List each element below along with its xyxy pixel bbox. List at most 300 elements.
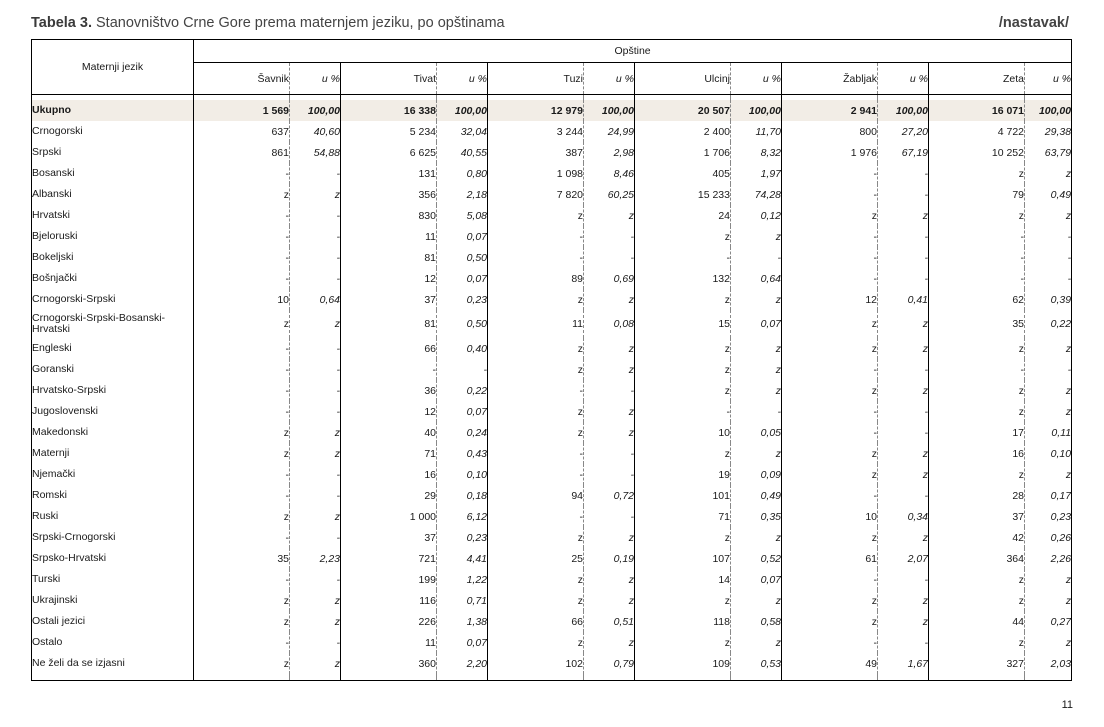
percent-header: u % [1025, 63, 1072, 95]
percent-cell: - [1067, 363, 1072, 376]
percent-cell: - [336, 384, 340, 397]
table-row [32, 464, 1072, 485]
percent-cell: z [1065, 405, 1072, 418]
table-row [32, 527, 1072, 548]
percent-cell: - [336, 272, 340, 285]
count-cell: 81 [341, 310, 437, 338]
count-cell: 2 400 [635, 121, 731, 142]
table-row [32, 401, 1072, 422]
count-cell: 3 244 [488, 121, 584, 142]
count-cell: 116 [341, 590, 437, 611]
percent-cell: z [922, 318, 928, 330]
count-cell: 81 [341, 247, 437, 268]
percent-cell: z [922, 384, 928, 397]
count-cell: 79 [929, 184, 1025, 205]
language-name: Bošnjački [32, 268, 194, 289]
percent-cell: 40,60 [313, 125, 340, 138]
count-cell: z [488, 569, 584, 590]
count-cell: - [488, 247, 584, 268]
language-name: Goranski [32, 359, 194, 380]
percent-cell: 29,38 [1044, 125, 1072, 138]
count-cell: - [194, 464, 290, 485]
count-cell: 36 [341, 380, 437, 401]
percent-cell: 0,17 [1050, 489, 1072, 502]
percent-cell: 0,19 [613, 552, 634, 565]
count-cell: 10 [635, 422, 731, 443]
percent-cell: 8,32 [760, 146, 781, 159]
count-cell: z [635, 590, 731, 611]
language-name: Ukupno [32, 100, 194, 121]
percent-header: u % [290, 63, 341, 95]
language-name: Srpski [32, 142, 194, 163]
count-cell: - [929, 359, 1025, 380]
count-cell: - [194, 569, 290, 590]
percent-header: u % [437, 63, 488, 95]
count-cell: 226 [341, 611, 437, 632]
percent-cell: 0,53 [760, 657, 781, 670]
count-cell: 35 [929, 310, 1025, 338]
language-name: Crnogorski-Srpski-Bosanski-Hrvatski [32, 310, 194, 338]
percent-cell: z [922, 342, 928, 355]
percent-cell: 2,07 [907, 552, 928, 565]
count-cell: 25 [488, 548, 584, 569]
percent-cell: 0,51 [613, 615, 634, 628]
continued-label: /nastavak/ [998, 15, 1069, 31]
count-cell: 132 [635, 268, 731, 289]
count-cell: 5 234 [341, 121, 437, 142]
table-row [32, 485, 1072, 506]
percent-cell: 6,12 [466, 510, 487, 523]
percent-cell: z [1065, 342, 1072, 355]
count-cell: - [488, 506, 584, 527]
language-name: Srpski-Crnogorski [32, 527, 194, 548]
percent-cell: z [922, 594, 928, 607]
count-cell: z [488, 401, 584, 422]
percent-cell: - [630, 251, 634, 264]
percent-cell: - [924, 251, 928, 264]
percent-cell: 0,50 [466, 251, 487, 264]
count-cell: z [635, 443, 731, 464]
percent-cell: 0,41 [907, 293, 928, 306]
language-name: Njemački [32, 464, 194, 485]
count-cell: z [194, 422, 290, 443]
percent-cell: z [922, 447, 928, 460]
count-cell: z [635, 338, 731, 359]
count-cell: 61 [782, 548, 878, 569]
count-cell: 37 [929, 506, 1025, 527]
count-cell: 387 [488, 142, 584, 163]
percent-cell: 0,18 [466, 489, 487, 502]
table-row [32, 422, 1072, 443]
language-table [31, 39, 1072, 681]
percent-cell: - [924, 573, 928, 586]
count-cell: 109 [635, 653, 731, 674]
percent-cell: 0,07 [466, 636, 487, 649]
percent-cell: z [775, 447, 781, 460]
language-name: Bosanski [32, 163, 194, 184]
count-cell: 14 [635, 569, 731, 590]
count-cell: z [929, 464, 1025, 485]
count-cell: z [929, 569, 1025, 590]
percent-cell: - [924, 636, 928, 649]
percent-cell: 32,04 [460, 125, 487, 138]
percent-cell: 100,00 [290, 100, 341, 121]
percent-cell: z [628, 636, 634, 649]
percent-cell: z [334, 318, 340, 330]
count-cell: z [488, 289, 584, 310]
percent-cell: z [334, 510, 340, 523]
percent-cell: 0,22 [466, 384, 487, 397]
percent-cell: - [924, 188, 928, 201]
table-title [31, 15, 505, 31]
count-cell: - [194, 359, 290, 380]
language-name: Crnogorski [32, 121, 194, 142]
municipality-header: Zeta [929, 63, 1025, 95]
percent-header: u % [731, 63, 782, 95]
table-row [32, 310, 1072, 338]
count-cell: - [194, 401, 290, 422]
count-cell: 40 [341, 422, 437, 443]
count-cell: z [194, 611, 290, 632]
percent-cell: - [336, 468, 340, 481]
percent-cell: z [1065, 573, 1072, 586]
count-cell: 356 [341, 184, 437, 205]
count-cell: - [194, 247, 290, 268]
count-cell: 12 [341, 401, 437, 422]
count-cell: z [635, 632, 731, 653]
percent-cell: 0,24 [466, 426, 487, 439]
count-cell: 16 [341, 464, 437, 485]
percent-cell: - [336, 167, 340, 180]
percent-cell: - [924, 230, 928, 243]
count-cell: - [635, 247, 731, 268]
count-cell: 360 [341, 653, 437, 674]
count-cell: z [194, 590, 290, 611]
percent-cell: - [336, 489, 340, 502]
percent-cell: z [775, 531, 781, 544]
percent-cell: 100,00 [731, 100, 782, 121]
count-cell: z [929, 590, 1025, 611]
count-cell: - [194, 268, 290, 289]
percent-cell: z [922, 531, 928, 544]
count-cell: 28 [929, 485, 1025, 506]
count-cell: 10 [194, 289, 290, 310]
percent-cell: 4,41 [466, 552, 487, 565]
percent-cell: 0,10 [1050, 447, 1072, 460]
count-cell: 44 [929, 611, 1025, 632]
count-cell: 17 [929, 422, 1025, 443]
count-cell: 24 [635, 205, 731, 226]
percent-cell: 100,00 [1025, 100, 1072, 121]
percent-cell: 0,79 [613, 657, 634, 670]
count-cell: 7 820 [488, 184, 584, 205]
percent-cell: 1,67 [907, 657, 928, 670]
percent-cell: 2,98 [613, 146, 634, 159]
count-cell: 364 [929, 548, 1025, 569]
percent-cell: z [334, 188, 340, 201]
percent-cell: 0,07 [466, 230, 487, 243]
count-cell: z [635, 226, 731, 247]
count-cell: - [782, 184, 878, 205]
percent-cell: 5,08 [466, 209, 487, 222]
count-cell: 1 976 [782, 142, 878, 163]
count-cell: 2 941 [782, 100, 878, 121]
count-cell: 12 979 [488, 100, 584, 121]
percent-cell: z [775, 293, 781, 306]
count-cell: 1 098 [488, 163, 584, 184]
count-cell: - [929, 226, 1025, 247]
percent-cell: z [1065, 209, 1072, 222]
percent-cell: 0,72 [613, 489, 634, 502]
percent-cell: z [628, 342, 634, 355]
percent-cell: 100,00 [878, 100, 929, 121]
count-cell: 199 [341, 569, 437, 590]
count-cell: z [782, 338, 878, 359]
percent-cell: z [775, 363, 781, 376]
percent-cell: 0,35 [760, 510, 781, 523]
percent-cell: 0,39 [1050, 293, 1072, 306]
count-cell: z [929, 401, 1025, 422]
count-cell: z [782, 310, 878, 338]
percent-cell: 100,00 [584, 100, 635, 121]
percent-cell: 0,12 [760, 209, 781, 222]
table-row [32, 380, 1072, 401]
language-name: Turski [32, 569, 194, 590]
percent-cell: - [336, 405, 340, 418]
percent-cell: 8,46 [613, 167, 634, 180]
count-cell: 107 [635, 548, 731, 569]
percent-cell: z [775, 384, 781, 397]
percent-cell: 0,11 [1051, 426, 1072, 439]
count-cell: z [929, 163, 1025, 184]
table-row [32, 247, 1072, 268]
table-row [32, 226, 1072, 247]
count-cell: - [194, 632, 290, 653]
percent-cell: 0,80 [466, 167, 487, 180]
percent-cell: 0,40 [466, 342, 487, 355]
count-cell: z [635, 527, 731, 548]
percent-cell: z [334, 594, 340, 607]
percent-cell: z [775, 342, 781, 355]
count-cell: 16 [929, 443, 1025, 464]
percent-cell: z [922, 468, 928, 481]
table-row [32, 569, 1072, 590]
count-cell: 131 [341, 163, 437, 184]
language-name: Engleski [32, 338, 194, 359]
municipality-header: Tuzi [488, 63, 584, 95]
count-cell: z [488, 632, 584, 653]
language-name: Crnogorski-Srpski [32, 289, 194, 310]
count-cell: - [194, 527, 290, 548]
count-cell: - [194, 226, 290, 247]
percent-cell: 1,97 [760, 167, 781, 180]
total-row [32, 100, 1072, 121]
percent-cell: z [1065, 636, 1072, 649]
percent-cell: z [628, 594, 634, 607]
count-cell: 35 [194, 548, 290, 569]
percent-cell: 0,52 [760, 552, 781, 565]
count-cell: z [782, 205, 878, 226]
percent-cell: 0,26 [1050, 531, 1072, 544]
count-cell: z [782, 590, 878, 611]
count-cell: - [782, 226, 878, 247]
count-cell: z [194, 310, 290, 338]
percent-cell: - [924, 489, 928, 502]
table-row [32, 184, 1072, 205]
percent-cell: 2,03 [1050, 657, 1072, 670]
count-cell: z [194, 506, 290, 527]
percent-cell: 0,64 [760, 272, 781, 285]
percent-cell: - [336, 636, 340, 649]
percent-cell: 27,20 [901, 125, 928, 138]
row-header: Maternji jezik [32, 40, 194, 95]
count-cell: 20 507 [635, 100, 731, 121]
percent-cell: - [777, 251, 781, 264]
percent-cell: 0,71 [466, 594, 487, 607]
table-number: Tabela 3. [31, 15, 92, 31]
count-cell: 66 [341, 338, 437, 359]
count-cell: 62 [929, 289, 1025, 310]
count-cell: 71 [635, 506, 731, 527]
percent-cell: z [628, 209, 634, 222]
count-cell: z [194, 184, 290, 205]
percent-cell: z [1065, 167, 1072, 180]
count-cell: 11 [341, 632, 437, 653]
count-cell: z [488, 590, 584, 611]
percent-cell: - [924, 272, 928, 285]
language-name: Romski [32, 485, 194, 506]
table-caption: Stanovništvo Crne Gore prema maternjem jeziku, po opštinama [91, 15, 505, 31]
count-cell: z [782, 443, 878, 464]
language-name: Ne želi da se izjasni [32, 653, 194, 674]
count-cell: z [635, 289, 731, 310]
count-cell: - [488, 464, 584, 485]
percent-cell: 0,49 [760, 489, 781, 502]
count-cell: - [782, 569, 878, 590]
percent-cell: 1,38 [466, 615, 487, 628]
count-cell: z [929, 380, 1025, 401]
count-cell: 29 [341, 485, 437, 506]
percent-cell: z [775, 230, 781, 243]
table-row [32, 163, 1072, 184]
count-cell: z [782, 380, 878, 401]
percent-cell: 0,09 [760, 468, 781, 481]
language-name: Makedonski [32, 422, 194, 443]
language-name: Hrvatsko-Srpski [32, 380, 194, 401]
count-cell: 42 [929, 527, 1025, 548]
table-row [32, 590, 1072, 611]
count-cell: - [194, 380, 290, 401]
count-cell: - [782, 268, 878, 289]
percent-cell: - [336, 342, 340, 355]
count-cell: 37 [341, 289, 437, 310]
count-cell: 11 [488, 310, 584, 338]
table-row [32, 289, 1072, 310]
page-header [31, 15, 1069, 35]
percent-cell: 0,07 [466, 405, 487, 418]
percent-cell: z [628, 531, 634, 544]
language-name: Ostalo [32, 632, 194, 653]
percent-cell: z [1065, 384, 1072, 397]
count-cell: 721 [341, 548, 437, 569]
percent-cell: 0,64 [319, 293, 340, 306]
count-cell: z [488, 527, 584, 548]
table-row [32, 268, 1072, 289]
count-cell: 89 [488, 268, 584, 289]
percent-cell: z [775, 636, 781, 649]
percent-cell: - [777, 405, 781, 418]
count-cell: 10 [782, 506, 878, 527]
language-name: Maternji [32, 443, 194, 464]
municipality-header: Šavnik [194, 63, 290, 95]
count-cell: 10 252 [929, 142, 1025, 163]
table-row [32, 359, 1072, 380]
count-cell: - [341, 359, 437, 380]
percent-cell: - [630, 230, 634, 243]
count-cell: 405 [635, 163, 731, 184]
percent-cell: 60,25 [607, 188, 634, 201]
count-cell: 94 [488, 485, 584, 506]
percent-cell: - [630, 447, 634, 460]
percent-cell: z [628, 363, 634, 376]
count-cell: 101 [635, 485, 731, 506]
table-row [32, 611, 1072, 632]
municipality-header: Tivat [341, 63, 437, 95]
percent-cell: - [336, 363, 340, 376]
percent-cell: 0,07 [466, 272, 487, 285]
percent-cell: 2,20 [466, 657, 487, 670]
percent-cell: - [1067, 251, 1072, 264]
language-name: Albanski [32, 184, 194, 205]
count-cell: z [194, 443, 290, 464]
count-cell: - [782, 632, 878, 653]
percent-cell: 67,19 [901, 146, 928, 159]
count-cell: 15 233 [635, 184, 731, 205]
language-name: Bjeloruski [32, 226, 194, 247]
count-cell: - [488, 380, 584, 401]
percent-cell: 0,23 [1050, 510, 1072, 523]
percent-cell: - [483, 363, 487, 376]
percent-cell: 0,08 [613, 318, 634, 330]
percent-cell: - [336, 230, 340, 243]
count-cell: - [488, 226, 584, 247]
language-name: Srpsko-Hrvatski [32, 548, 194, 569]
percent-cell: 2,23 [319, 552, 340, 565]
percent-cell: - [1067, 272, 1072, 285]
percent-cell: 0,07 [760, 318, 781, 330]
percent-cell: 0,07 [760, 573, 781, 586]
count-cell: - [488, 443, 584, 464]
count-cell: z [635, 380, 731, 401]
table-row [32, 205, 1072, 226]
count-cell: 1 000 [341, 506, 437, 527]
group-header: Opštine [194, 40, 1072, 63]
count-cell: 637 [194, 121, 290, 142]
count-cell: z [929, 338, 1025, 359]
percent-cell: - [924, 363, 928, 376]
count-cell: 11 [341, 226, 437, 247]
count-cell: z [488, 422, 584, 443]
percent-cell: z [775, 594, 781, 607]
count-cell: z [782, 464, 878, 485]
percent-cell: 2,26 [1050, 552, 1072, 565]
count-cell: 118 [635, 611, 731, 632]
percent-cell: - [630, 510, 634, 523]
count-cell: 71 [341, 443, 437, 464]
count-cell: z [488, 205, 584, 226]
percent-cell: 0,58 [760, 615, 781, 628]
table-row [32, 121, 1072, 142]
